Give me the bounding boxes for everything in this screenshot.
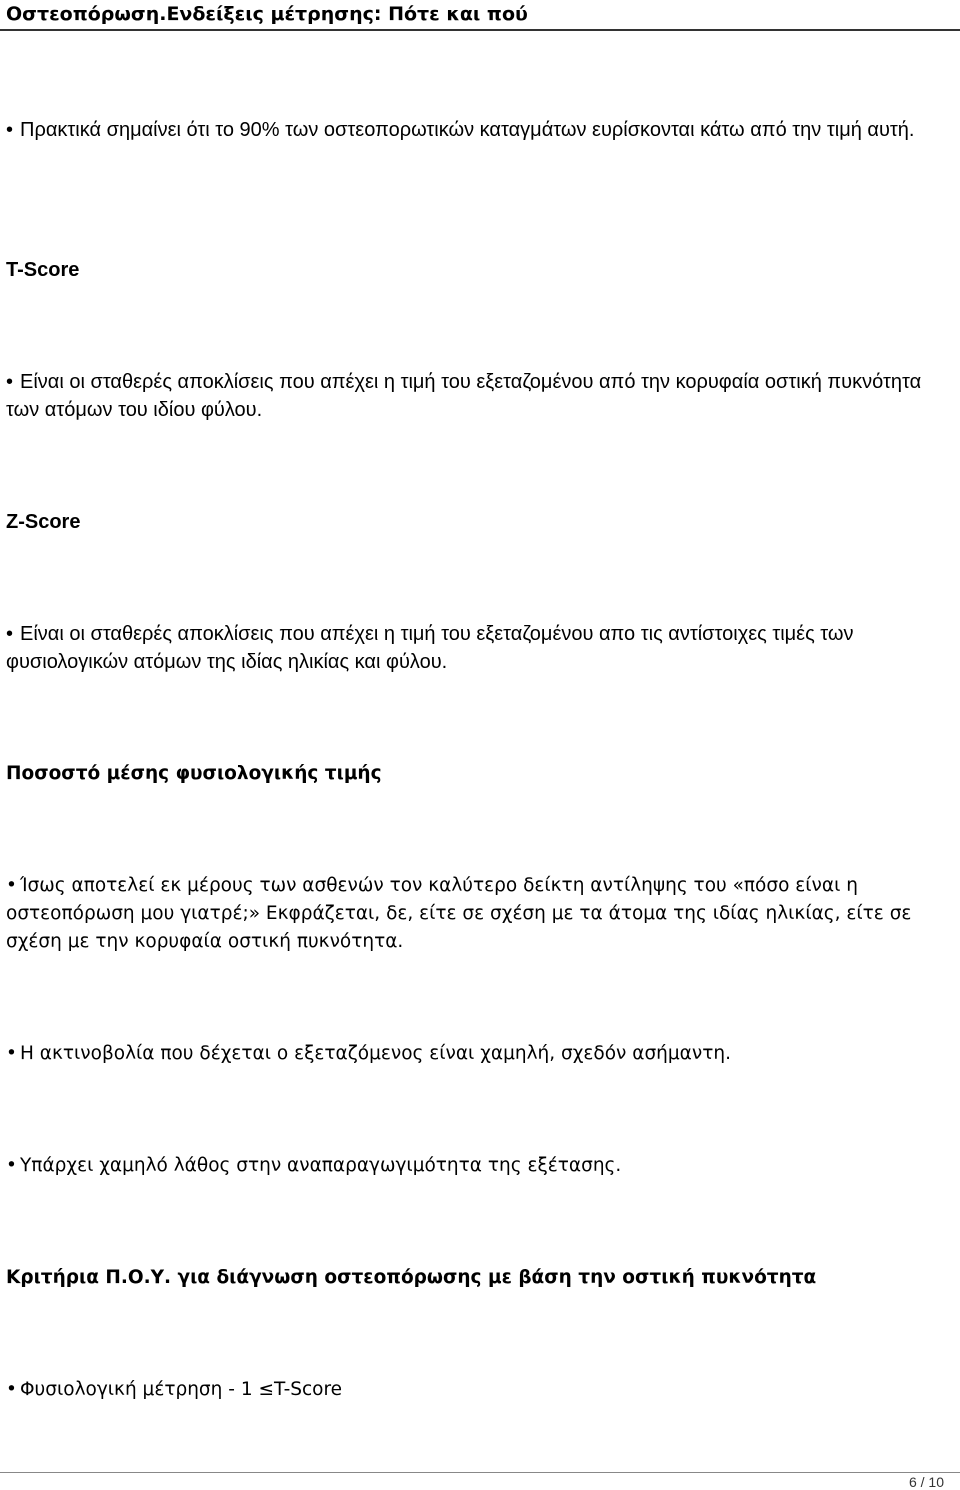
section-heading-zscore: Z-Score — [6, 511, 81, 533]
bullet-item — [6, 620, 946, 676]
bullet-icon: • — [6, 1155, 17, 1176]
bullet-icon: • — [6, 1379, 17, 1400]
bullet-icon: • — [6, 119, 14, 141]
bullet-item — [6, 116, 946, 144]
bullet-icon: • — [6, 1043, 17, 1064]
bullet-item — [6, 1376, 946, 1404]
section-heading-criteria: Κριτήρια Π.Ο.Υ. για διάγνωση οστεοπόρωσης με βάση την οστική πυκνότητα — [6, 1267, 817, 1288]
bullet-item — [6, 368, 946, 424]
bullet-icon: • — [6, 623, 14, 645]
bullet-text: Είναι οι σταθερές αποκλίσεις που απέχει η τιμή του εξεταζομένου απο τις αντίστοιχες τιμές των φυσιολογικών ατόμων της ιδίας ηλικίας και φύλου. — [6, 623, 854, 673]
bullet-item — [6, 1040, 946, 1068]
bullet-item — [6, 1152, 946, 1180]
header-divider — [0, 29, 960, 31]
footer-divider — [0, 1472, 960, 1473]
bullet-icon: • — [6, 875, 17, 896]
document-title: Οστεοπόρωση.Ενδείξεις μέτρησης: Πότε και πού — [6, 3, 528, 25]
bullet-text: Ίσως αποτελεί εκ μέρους των ασθενών τον καλύτερο δείκτη αντίληψης του «πόσο είναι η οστεοπόρωση μου γιατρέ;» Εκφράζεται, δε, είτε σε σχέση με τα άτομα της ιδίας ηλικίας, είτε σε σχέση με την κορυφαία οστική πυκνότητα. — [6, 875, 912, 952]
bullet-text: Πρακτικά σημαίνει ότι το 90% των οστεοπορωτικών καταγμάτων ευρίσκονται κάτω από την τιμή αυτή. — [20, 119, 915, 141]
bullet-text: Υπάρχει χαμηλό λάθος στην αναπαραγωγιμότητα της εξέτασης. — [20, 1155, 622, 1176]
section-heading-percent: Ποσοστό μέσης φυσιολογικής τιμής — [6, 763, 382, 784]
page-number: 6 / 10 — [908, 1474, 944, 1490]
section-heading-tscore: T-Score — [6, 259, 80, 281]
bullet-text: Η ακτινοβολία που δέχεται ο εξεταζόμενος είναι χαμηλή, σχεδόν ασήμαντη. — [20, 1043, 731, 1064]
bullet-icon: • — [6, 371, 14, 393]
bullet-text: Είναι οι σταθερές αποκλίσεις που απέχει η τιμή του εξεταζομένου από την κορυφαία οστική πυκνότητα των ατόμων του ιδίου φύλου. — [6, 371, 922, 421]
bullet-text: Φυσιολογική μέτρηση - 1 ≤T-Score — [20, 1379, 343, 1400]
bullet-item — [6, 872, 946, 956]
